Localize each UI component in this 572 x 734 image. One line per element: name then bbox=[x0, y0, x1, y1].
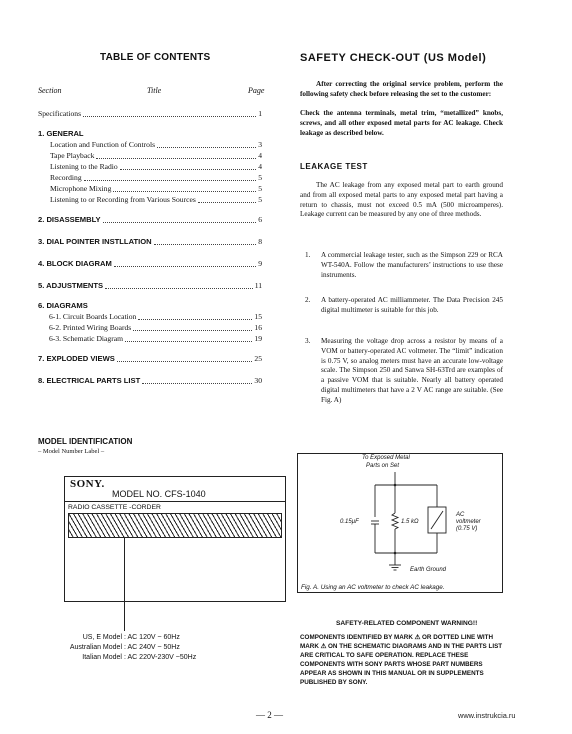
safety-intro-check: Check the antenna terminals, metal trim, “metallized” knobs, screws, and all other exposed metal parts for AC leakage. Check leakage as described below. bbox=[300, 109, 503, 137]
toc-row-microphone-mixing[interactable]: Microphone Mixing 5 bbox=[50, 184, 262, 193]
leakage-test-text: The AC leakage from any exposed metal part to earth ground and from all exposed metal parts to any exposed metal part having a return to chassis, must not exceed 0.5 mA (500 microamperes). Leakage current can be measured by any one of three methods. bbox=[300, 181, 503, 219]
meter-label: AC bbox=[456, 512, 465, 518]
toc-section-general[interactable]: 1. GENERAL bbox=[38, 129, 84, 138]
toc-section-block-diagram[interactable]: 4. BLOCK DIAGRAM 9 bbox=[38, 259, 262, 268]
method-1-text: A commercial leakage tester, such as the Simpson 229 or RCA WT-540A. Follow the manufacturers’ instructions to use these instruments. bbox=[321, 251, 503, 279]
toc-section-diagrams[interactable]: 6. DIAGRAMS bbox=[38, 301, 88, 310]
safety-checkout-title: SAFETY CHECK-OUT (US Model) bbox=[300, 52, 487, 64]
capacitor-value: 0.15µF bbox=[340, 519, 359, 525]
rating-value-italy: : AC 220V-230V ~50Hz bbox=[124, 654, 197, 661]
figure-label-exposed-metal: To Exposed Metal bbox=[362, 455, 410, 461]
model-number: MODEL NO. CFS-1040 bbox=[112, 489, 206, 499]
safety-warning-text: COMPONENTS IDENTIFIED BY MARK ⚠ OR DOTTED LINE WITH MARK ⚠ ON THE SCHEMATIC DIAGRAMS AND IN THE PARTS LIST ARE CRITICAL TO SAFE OPERATION. REPLACE THESE COMPONENTS WITH SONY PARTS WHOSE PART NUMBERS APPEAR AS SHOWN IN THIS MANUAL OR IN SUPPLEMENTS PUBLISHED BY SONY. bbox=[300, 634, 503, 687]
method-2-text: A battery-operated AC milliammeter. The Data Precision 245 digital multimeter is suitable for this job. bbox=[321, 296, 503, 314]
toc-column-title: Title bbox=[147, 86, 162, 95]
toc-row-recording[interactable]: Recording 5 bbox=[50, 173, 262, 182]
product-type: RADIO CASSETTE -CORDER bbox=[68, 504, 161, 511]
toc-row-printed-wiring[interactable]: 6-2. Printed Wiring Boards 16 bbox=[49, 323, 262, 332]
toc-row-tape-playback[interactable]: Tape Playback 4 bbox=[50, 151, 262, 160]
toc-section-parts-list[interactable]: 8. ELECTRICAL PARTS LIST 30 bbox=[38, 376, 262, 385]
meter-label-voltage: (0.75 V) bbox=[456, 526, 478, 532]
rating-value-australia: : AC 240V ~ 50Hz bbox=[124, 644, 180, 651]
pointer-line bbox=[124, 538, 125, 631]
method-1-number: 1. bbox=[305, 251, 311, 259]
toc-row-circuit-boards[interactable]: 6-1. Circuit Boards Location 15 bbox=[49, 312, 262, 321]
model-identification-subtitle: – Model Number Label – bbox=[38, 448, 105, 455]
resistor-value: 1.5 kΩ bbox=[401, 519, 419, 525]
figure-label-parts: Parts on Set bbox=[366, 463, 400, 469]
toc-row-specifications[interactable]: Specifications 1 bbox=[38, 109, 262, 118]
method-3-number: 3. bbox=[305, 337, 311, 345]
rating-area-hatch bbox=[68, 513, 282, 538]
safety-intro: After correcting the original service problem, perform the following safety check before releasing the set to the customer: bbox=[300, 80, 503, 98]
rating-value-us: : AC 120V ~ 60Hz bbox=[124, 634, 180, 641]
sony-logo: SONY. bbox=[70, 478, 105, 490]
rating-region-us: US, E Model bbox=[82, 634, 122, 641]
safety-warning-title: SAFETY-RELATED COMPONENT WARNING!! bbox=[336, 620, 478, 627]
model-identification-title: MODEL IDENTIFICATION bbox=[38, 437, 133, 446]
method-3-text: Measuring the voltage drop across a resistor by means of a VOM or battery-operated AC voltmeter. The “limit” indication is 0.75 V, so analog meters must have an accurate low-voltage scale. The Simpson 250 and Sanwa SH-63Trd are examples of a passive VOM that is suitable. Nearly all battery operated digital multimeters that have a 2 V AC range are suitable. (See Fig. A) bbox=[321, 337, 503, 404]
method-2-number: 2. bbox=[305, 296, 311, 304]
toc-section-dial-pointer[interactable]: 3. DIAL POINTER INSTLLATION 8 bbox=[38, 237, 262, 246]
earth-ground-label: Earth Ground bbox=[410, 567, 447, 573]
page-number: — 2 — bbox=[256, 710, 283, 720]
label-divider bbox=[64, 501, 286, 502]
leakage-test-title: LEAKAGE TEST bbox=[300, 162, 368, 171]
toc-row-radio[interactable]: Listening to the Radio 4 bbox=[50, 162, 262, 171]
toc-column-page: Page bbox=[248, 86, 265, 95]
figure-caption: Fig. A. Using an AC voltmeter to check AC leakage. bbox=[301, 584, 445, 591]
toc-section-adjustments[interactable]: 5. ADJUSTMENTS 11 bbox=[38, 281, 262, 290]
toc-row-various-sources[interactable]: Listening to or Recording from Various Sources 5 bbox=[50, 195, 262, 204]
toc-section-disassembly[interactable]: 2. DISASSEMBLY 6 bbox=[38, 215, 262, 224]
rating-region-australia: Australian Model bbox=[69, 644, 122, 651]
meter-label-voltmeter: voltmeter bbox=[456, 519, 481, 525]
toc-section-exploded-views[interactable]: 7. EXPLODED VIEWS 25 bbox=[38, 354, 262, 363]
toc-title: TABLE OF CONTENTS bbox=[100, 52, 211, 63]
toc-row-location-controls[interactable]: Location and Function of Controls 3 bbox=[50, 140, 262, 149]
rating-region-italy: Italian Model bbox=[82, 654, 122, 661]
watermark: www.instrukcia.ru bbox=[458, 711, 516, 720]
toc-row-schematic[interactable]: 6-3. Schematic Diagram 19 bbox=[49, 334, 262, 343]
toc-column-section: Section bbox=[38, 86, 62, 95]
